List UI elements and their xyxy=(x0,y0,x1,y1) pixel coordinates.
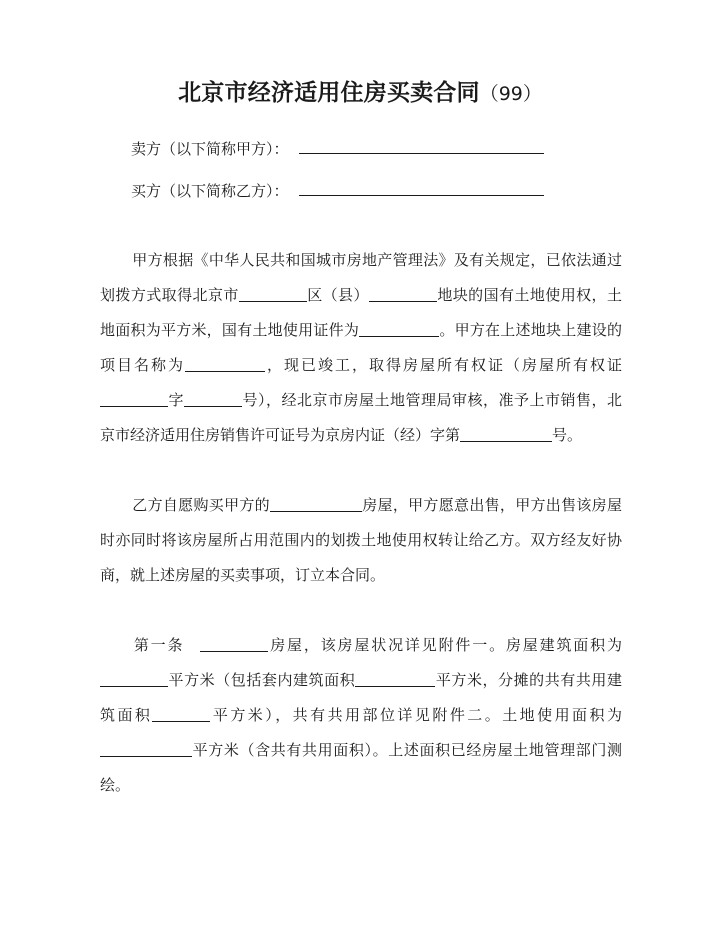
p1-run-0: 甲方根据《中华人民共和国城市房地产管理法》及有关规定，已依法通过划拨方式取得北京市 xyxy=(100,251,622,304)
ownership-certificate-word-blank-field[interactable] xyxy=(100,392,168,407)
land-certificate-blank-field[interactable] xyxy=(359,322,439,337)
p1-run-5: 字 xyxy=(168,391,184,409)
article-property-blank-field[interactable] xyxy=(200,637,268,652)
shared-building-area-blank-field[interactable] xyxy=(152,707,210,722)
p3-run-2: 平方米（包括套内建筑面积 xyxy=(168,671,356,689)
building-area-blank-field[interactable] xyxy=(100,672,168,687)
title-main-text: 北京市经济适用住房买卖合同 xyxy=(178,80,480,106)
document-body xyxy=(100,243,622,803)
page-title xyxy=(0,78,720,109)
seller-name-field[interactable] xyxy=(299,138,544,154)
party-block xyxy=(131,138,601,222)
paragraph-purchase-intent xyxy=(100,488,622,593)
paragraph-article-one xyxy=(100,628,622,803)
project-name-blank-field[interactable] xyxy=(185,357,265,372)
p1-run-3: 。甲方在上述地块上建设的项目名称为 xyxy=(100,321,622,374)
article-one-label: 第一条 xyxy=(132,636,185,654)
land-use-area-blank-field[interactable] xyxy=(100,742,192,757)
p3-run-4: 平方米），共有共用部位详见附件二。土地使用面积为 xyxy=(210,706,622,724)
p3-run-1: 房屋，该房屋状况详见附件一。房屋建筑面积为 xyxy=(268,636,622,654)
parcel-blank-field[interactable] xyxy=(369,287,437,302)
p3-run-5: 平方米（含共有共用面积）。上述面积已经房屋土地管理部门测绘。 xyxy=(100,741,622,794)
ownership-certificate-number-blank-field[interactable] xyxy=(184,392,242,407)
district-blank-field[interactable] xyxy=(239,287,307,302)
buyer-label: 买方（以下简称乙方）： xyxy=(131,182,289,200)
seller-row xyxy=(131,138,601,180)
property-description-blank-field[interactable] xyxy=(270,497,362,512)
sales-permit-number-blank-field[interactable] xyxy=(460,427,552,442)
buyer-name-field[interactable] xyxy=(299,180,544,196)
seller-label: 卖方（以下简称甲方）： xyxy=(131,140,289,158)
p2-run-1: 房屋，甲方愿意出售，甲方出售该房屋时亦同时将该房屋所占用范围内的划拨土地使用权转让给乙方。双方经友好协商，就上述房屋的买卖事项，订立本合同。 xyxy=(100,496,622,584)
inner-building-area-blank-field[interactable] xyxy=(355,672,435,687)
p1-run-1: 区（县） xyxy=(306,286,369,304)
p1-run-2: 地块的国有土地使用权，土地面积为平方米，国有土地使用证件为 xyxy=(100,286,622,339)
p2-run-0: 乙方自愿购买甲方的 xyxy=(132,496,270,514)
title-version-suffix: （99） xyxy=(479,83,542,105)
p1-run-4: ，现已竣工，取得房屋所有权证（房屋所有权证 xyxy=(265,356,622,374)
paragraph-land-use-rights xyxy=(100,243,622,453)
p1-run-6: 号），经北京市房屋土地管理局审核，准予上市销售，北京市经济适用住房销售许可证号为京房内证（经）字第 xyxy=(100,391,622,444)
buyer-row xyxy=(131,180,601,222)
p3-run-3: 平方米，分摊的共有共用建筑面积 xyxy=(100,671,622,724)
p1-run-7: 号。 xyxy=(552,426,583,444)
